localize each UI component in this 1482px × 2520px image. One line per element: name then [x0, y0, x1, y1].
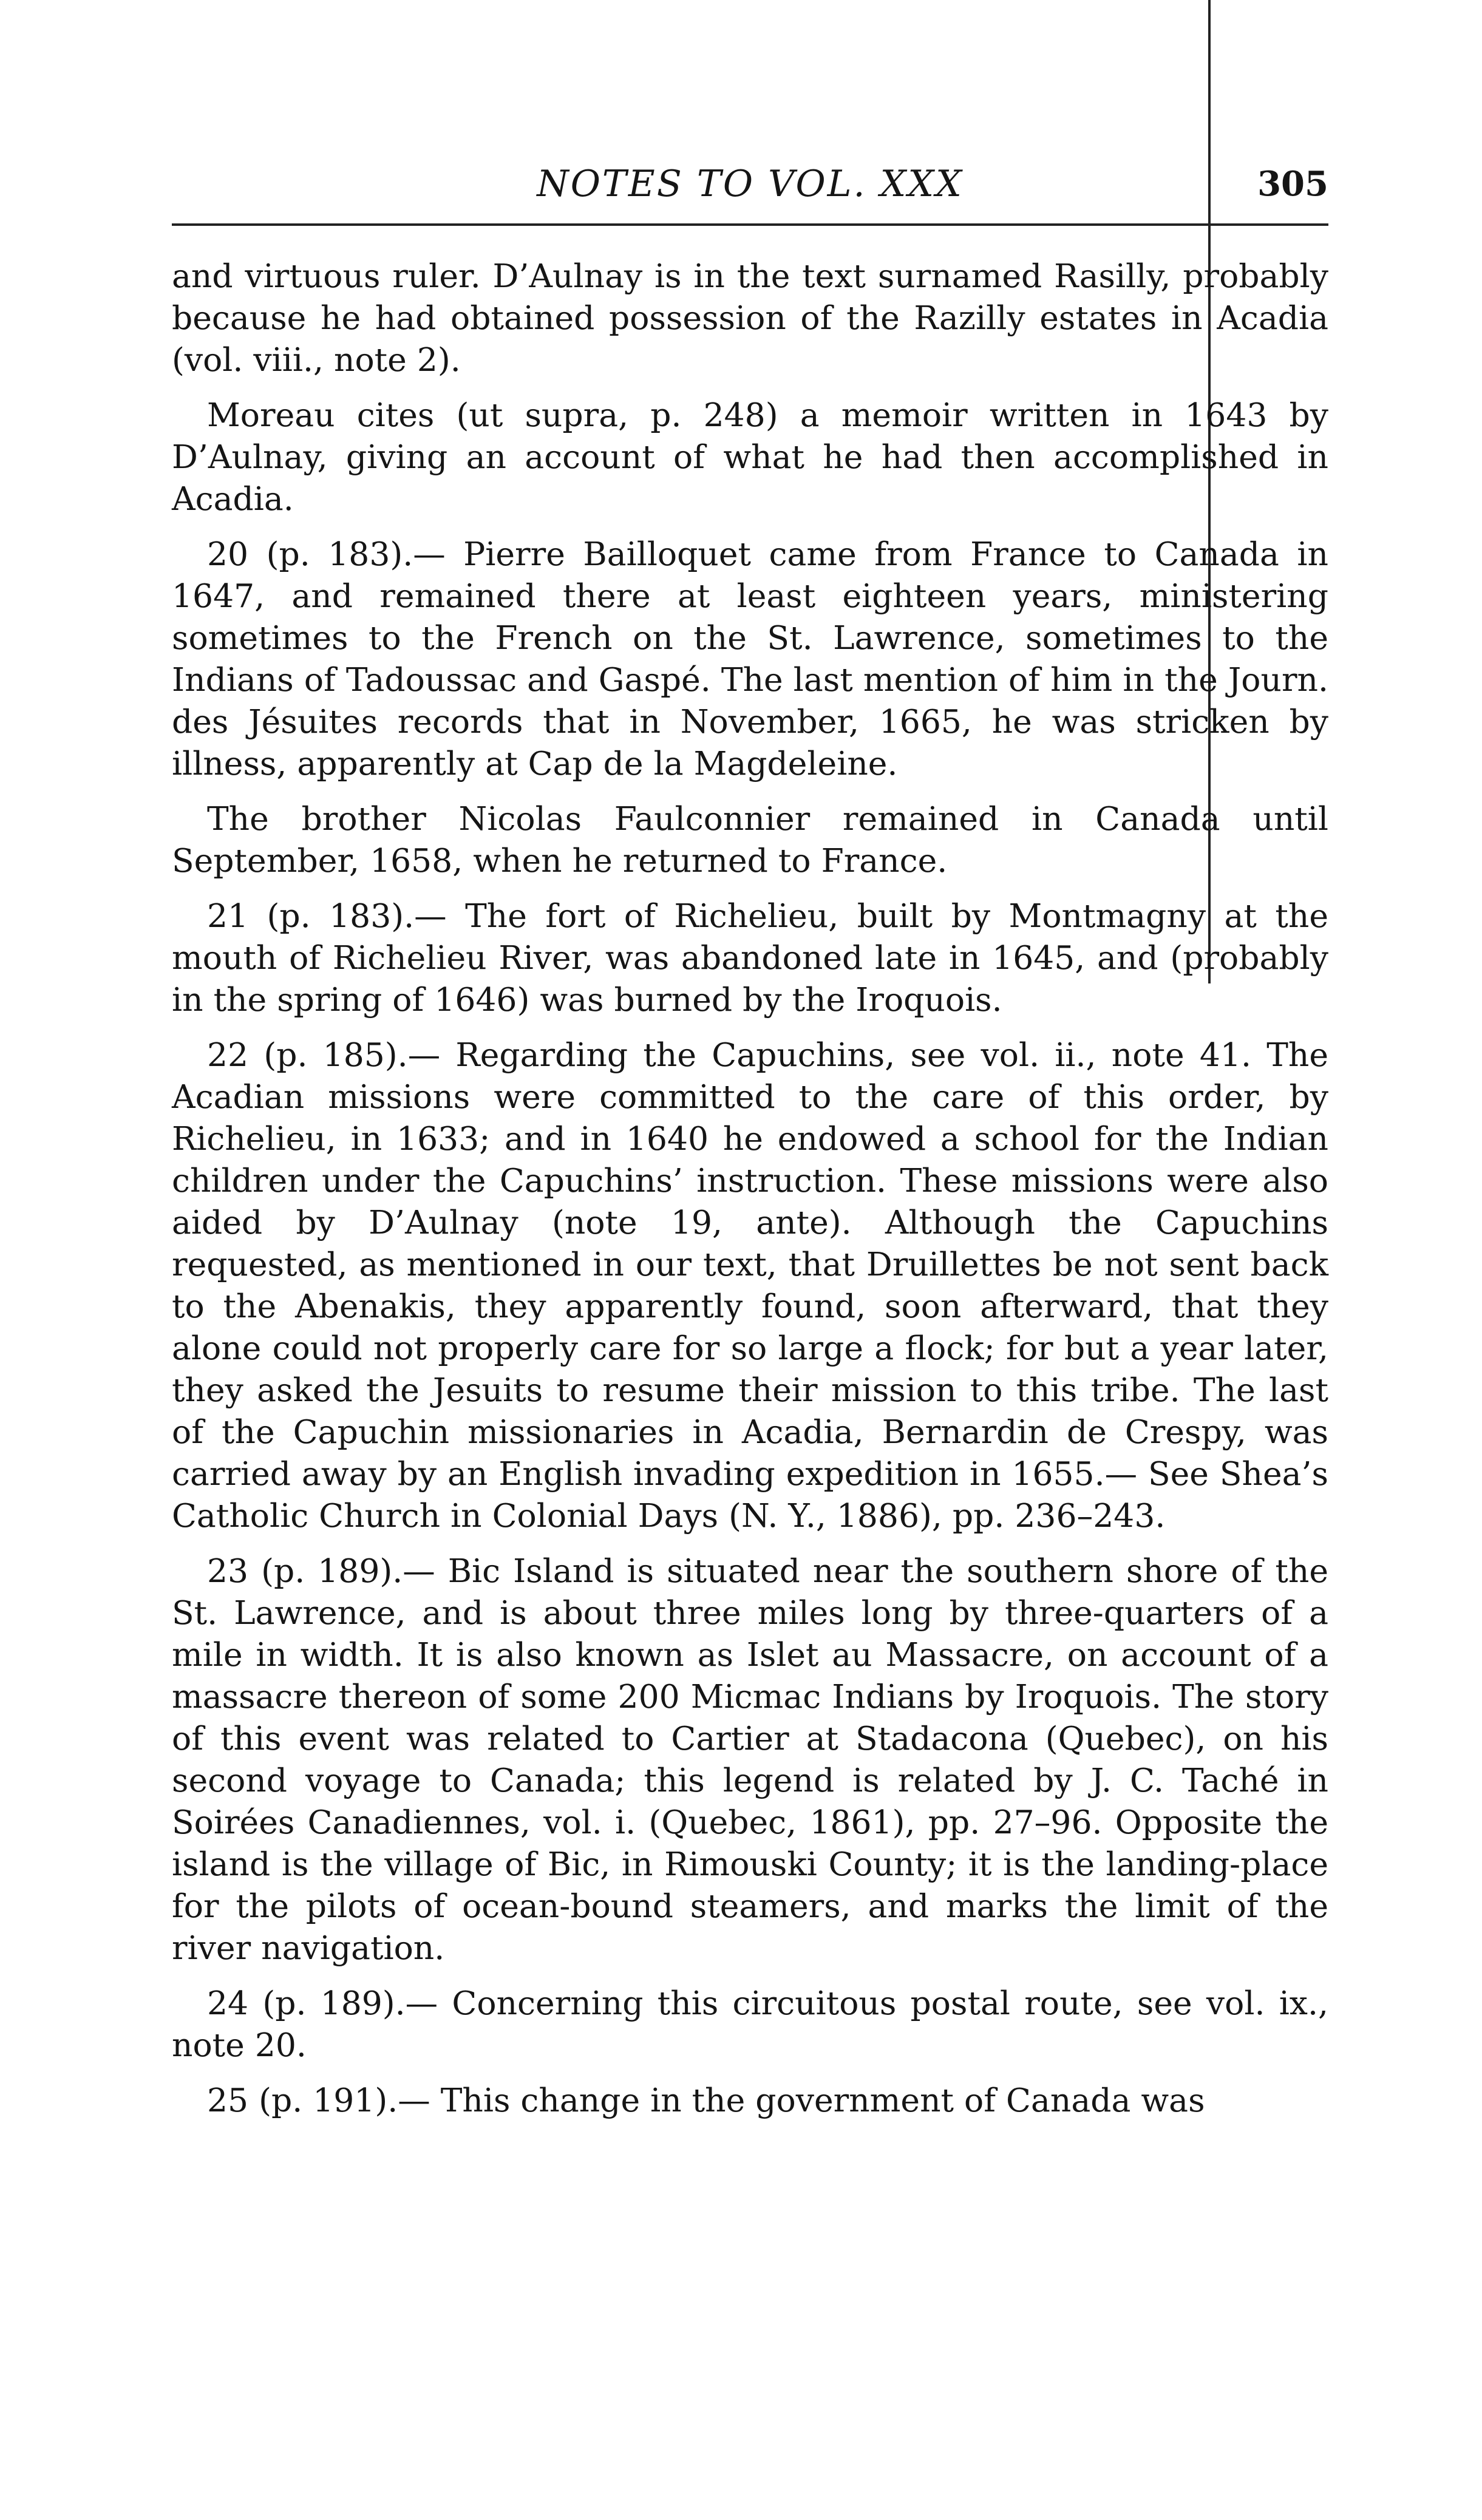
note-25: 25 (p. 191).— This change in the government of Canada was: [207, 2081, 1205, 2119]
paragraph-faulconnier: The brother Nicolas Faulconnier remained in Canada until September, 1658, when he returned to France.: [172, 800, 1328, 880]
note-22: 22 (p. 185).— Regarding the Capuchins, see vol. ii., note 41. The Acadian missions were committed to the care of this order, by Richelieu, in 1633; and in 1640 he endowed a school for the Indian children under the Capuchins’ instruction. These missions were also aided by D’Aulnay (note 19, ante). Although the Capuchins requested, as mentioned in our text, that Druillettes be not sent back to the Abenakis, they apparently found, soon afterward, that they alone could not properly care for so large a flock; for but a year later, they asked the Jesuits to resume their mission to this tribe. The last of the Capuchin missionaries in Acadia, Bernardin de Crespy, was carried away by an English invading expedition in 1655.— See Shea’s Catholic Church in Colonial Days (N. Y., 1886), pp. 236–243.: [172, 1036, 1328, 1535]
notes-body: [172, 255, 1328, 2135]
paragraph-continuation: and virtuous ruler. D’Aulnay is in the text surnamed Rasilly, probably because he had obtained possession of the Razilly estates in Acadia (vol. viii., note 2).: [172, 257, 1328, 379]
note-20: 20 (p. 183).— Pierre Bailloquet came from France to Canada in 1647, and remained there at least eighteen years, ministering sometimes to the French on the St. Lawrence, sometimes to the Indians of Tadoussac and Gaspé. The last mention of him in the Journ. des Jésuites records that in November, 1665, he was stricken by illness, apparently at Cap de la Magdeleine.: [172, 535, 1328, 783]
note-23: 23 (p. 189).— Bic Island is situated near the southern shore of the St. Lawrence, and is about three miles long by three-quarters of a mile in width. It is also known as Islet au Massacre, on account of a massacre thereon of some 200 Micmac Indians by Iroquois. The story of this event was related to Cartier at Stadacona (Quebec), on his second voyage to Canada; this legend is related by J. C. Taché in Soirées Canadiennes, vol. i. (Quebec, 1861), pp. 27–96. Opposite the island is the village of Bic, in Rimouski County; it is the landing-place for the pilots of ocean-bound steamers, and marks the limit of the river navigation.: [172, 1552, 1328, 1967]
running-head: NOTES TO VOL. XXX: [537, 163, 964, 205]
note-21: 21 (p. 183).— The fort of Richelieu, built by Montmagny at the mouth of Richelieu River, was abandoned late in 1645, and (probably in the spring of 1646) was burned by the Iroquois.: [172, 897, 1328, 1019]
page-header: [172, 157, 1328, 226]
paragraph-moreau: Moreau cites (ut supra, p. 248) a memoir written in 1643 by D’Aulnay, giving an account of what he had then accomplished in Acadia.: [172, 396, 1328, 518]
page-number: 305: [1257, 164, 1328, 204]
note-24: 24 (p. 189).— Concerning this circuitous postal route, see vol. ix., note 20.: [172, 1984, 1328, 2064]
